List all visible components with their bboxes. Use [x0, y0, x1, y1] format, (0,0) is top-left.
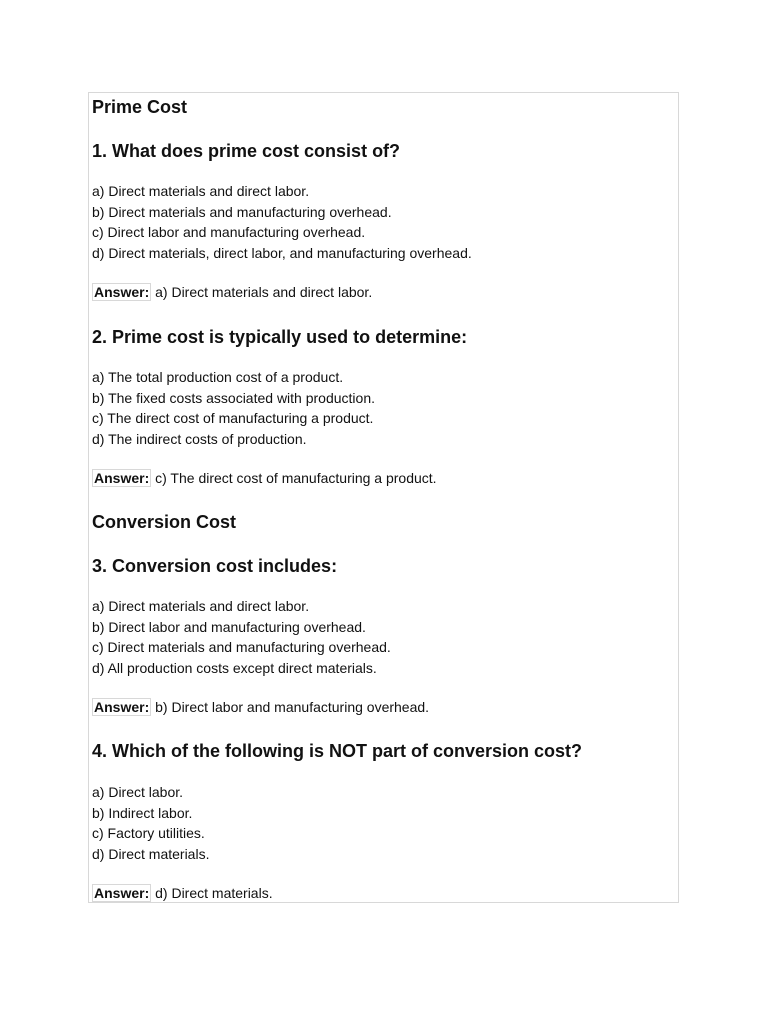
answer-label: Answer:: [94, 885, 150, 901]
answer-text: c) The direct cost of manufacturing a product.: [155, 470, 437, 486]
option-c: c) The direct cost of manufacturing a product.: [92, 410, 374, 427]
option-a: a) Direct materials and direct labor.: [92, 183, 310, 199]
option-d: d) Direct materials, direct labor, and manufacturing overhead.: [92, 245, 472, 262]
answer-text: d) Direct materials.: [155, 885, 273, 901]
question-2-options: [92, 367, 375, 450]
option-d: d) Direct materials.: [92, 846, 210, 863]
question-2-answer: [92, 468, 437, 488]
question-2: 2. Prime cost is typically used to determine:: [92, 327, 468, 347]
question-1-options: [92, 181, 472, 264]
question-1-answer: [92, 282, 372, 302]
option-d: d) All production costs except direct materials.: [92, 660, 377, 677]
option-a: a) Direct materials and direct labor.: [92, 598, 310, 614]
option-c: c) Direct materials and manufacturing overhead.: [92, 639, 391, 656]
question-4-options: [92, 782, 209, 865]
option-b: b) The fixed costs associated with production.: [92, 389, 376, 406]
question-3-answer: [92, 697, 429, 717]
question-4-answer: [92, 883, 273, 903]
option-b: b) Direct materials and manufacturing overhead.: [92, 203, 392, 220]
option-a: a) Direct labor.: [92, 784, 184, 800]
document-page: [88, 92, 679, 903]
option-b: b) Indirect labor.: [92, 804, 193, 821]
answer-label: Answer:: [94, 470, 150, 486]
option-b: b) Direct labor and manufacturing overhead.: [92, 618, 366, 635]
question-4: 4. Which of the following is NOT part of conversion cost?: [92, 741, 583, 761]
answer-text: a) Direct materials and direct labor.: [155, 284, 373, 300]
option-c: c) Direct labor and manufacturing overhead.: [92, 224, 366, 241]
answer-text: b) Direct labor and manufacturing overhead.: [155, 699, 430, 715]
question-1: 1. What does prime cost consist of?: [92, 141, 401, 161]
answer-label: Answer:: [94, 699, 150, 715]
section-title-conversion-cost: Conversion Cost: [92, 512, 237, 532]
option-c: c) Factory utilities.: [92, 825, 205, 842]
option-a: a) The total production cost of a product.: [92, 369, 344, 385]
section-title-prime-cost: Prime Cost: [92, 97, 188, 117]
option-d: d) The indirect costs of production.: [92, 431, 307, 448]
question-3-options: [92, 596, 391, 679]
answer-label: Answer:: [94, 284, 150, 300]
question-3: 3. Conversion cost includes:: [92, 556, 338, 576]
